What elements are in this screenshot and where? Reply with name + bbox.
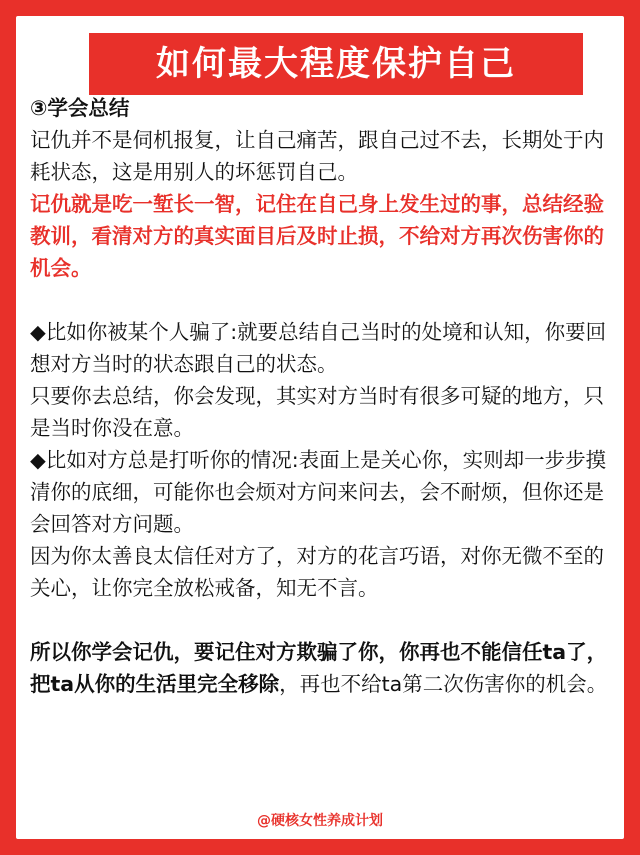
conclusion-bold: 所以你学会记仇，要记住对方欺骗了你，你再也不能信任ta了，把ta从你的生活里完全移除 — [30, 640, 608, 696]
article-body — [30, 92, 615, 700]
paragraph-4: 只要你去总结，你会发现，其实对方当时有很多可疑的地方，只是当时你没在意。 — [30, 384, 604, 440]
paragraph-highlight: 记仇就是吃一堑长一智，记住在自己身上发生过的事，总结经验教训，看清对方的真实面目后及时止损，不给对方再次伤害你的机会。 — [30, 192, 604, 280]
paragraph-6: 因为你太善良太信任对方了，对方的花言巧语，对你无微不至的关心，让你完全放松戒备，知无不言。 — [30, 544, 604, 600]
section-heading: ③学会总结 — [30, 96, 130, 120]
paragraph-bullet-2: ◆比如对方总是打听你的情况:表面上是关心你，实则却一步步摸清你的底细，可能你也会烦对方问来问去，会不耐烦，但你还是会回答对方问题。 — [30, 448, 607, 536]
paragraph-bullet-1: ◆比如你被某个人骗了:就要总结自己当时的处境和认知，你要回想对方当时的状态跟自己的状态。 — [30, 320, 607, 376]
conclusion-rest: ，再也不给ta第二次伤害你的机会。 — [279, 672, 608, 696]
footer-handle: @硬核女性养成计划 — [257, 813, 383, 829]
page-title: 如何最大程度保护自己 — [89, 33, 583, 95]
paragraph-1: 记仇并不是伺机报复，让自己痛苦，跟自己过不去，长期处于内耗状态，这是用别人的坏惩罚自己。 — [30, 128, 604, 184]
paragraph-spacer — [30, 604, 615, 636]
paragraph-conclusion — [30, 636, 615, 700]
paragraph-spacer — [30, 284, 615, 316]
